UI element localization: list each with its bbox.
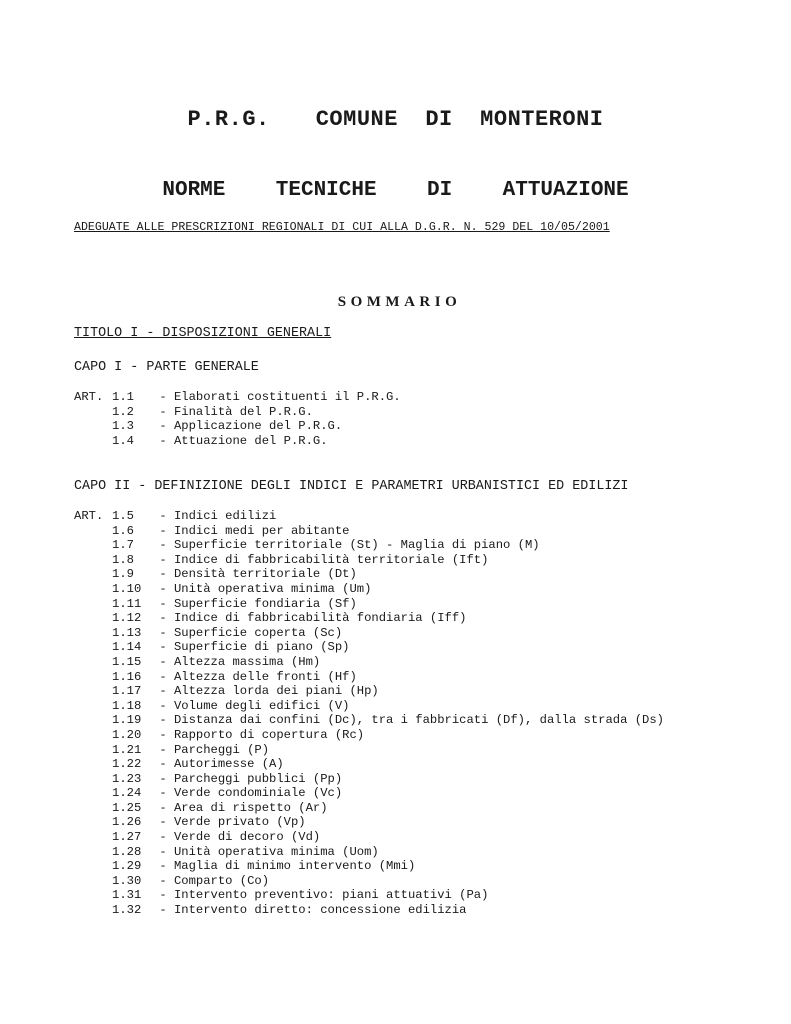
article-entry — [74, 815, 664, 830]
article-number: 1.32 — [112, 903, 142, 918]
article-title: - Parcheggi (P) — [152, 742, 270, 757]
article-number: 1.19 — [112, 713, 142, 728]
article-title: - Unità operativa minima (Um) — [152, 581, 372, 596]
article-number: 1.22 — [112, 757, 142, 772]
article-title: - Volume degli edifici (V) — [152, 698, 350, 713]
article-title: - Superficie coperta (Sc) — [152, 625, 343, 640]
article-entry — [74, 626, 664, 641]
article-number: 1.8 — [112, 552, 134, 567]
article-entry — [74, 640, 664, 655]
article-entry — [74, 713, 664, 728]
article-title: - Indici edilizi — [152, 509, 277, 523]
article-number: 1.24 — [112, 786, 142, 801]
article-number: 1.13 — [112, 625, 142, 640]
article-title: - Intervento preventivo: piani attuativi (Pa) — [152, 888, 489, 903]
article-entry — [74, 801, 664, 816]
article-title: - Altezza delle fronti (Hf) — [152, 669, 357, 684]
article-entry — [74, 670, 664, 685]
article-number: 1.28 — [112, 844, 142, 859]
article-title: - Indice di fabbricabilità fondiaria (Iff) — [152, 611, 467, 626]
article-title: - Elaborati costituenti il P.R.G. — [152, 390, 401, 404]
capo-2-heading: CAPO II - DEFINIZIONE DEGLI INDICI E PARAMETRI URBANISTICI ED EDILIZI — [74, 479, 629, 494]
article-title: - Unità operativa minima (Uom) — [152, 844, 379, 859]
article-title: - Indici medi per abitante — [152, 523, 350, 538]
article-title: - Superficie di piano (Sp) — [152, 640, 350, 655]
article-entry — [74, 567, 664, 582]
article-title: - Superficie fondiaria (Sf) — [152, 596, 357, 611]
regional-prescriptions-note: ADEGUATE ALLE PRESCRIZIONI REGIONALI DI CUI ALLA D.G.R. N. 529 DEL 10/05/2001 — [74, 221, 610, 234]
article-title: - Parcheggi pubblici (Pp) — [152, 771, 343, 786]
article-entry — [74, 728, 664, 743]
article-entry — [74, 390, 401, 405]
article-number: 1.1 — [112, 390, 134, 404]
article-title: - Superficie territoriale (St) - Maglia di piano (M) — [152, 538, 540, 553]
article-entry — [74, 419, 401, 434]
article-entry — [74, 786, 664, 801]
article-number: 1.9 — [112, 567, 134, 582]
article-number: 1.23 — [112, 771, 142, 786]
article-entry — [74, 743, 664, 758]
article-title: - Applicazione del P.R.G. — [152, 419, 343, 434]
article-entry — [74, 772, 664, 787]
article-entry — [74, 434, 401, 449]
article-title: - Attuazione del P.R.G. — [152, 433, 328, 448]
article-title: - Verde di decoro (Vd) — [152, 830, 321, 845]
article-number: 1.26 — [112, 815, 142, 830]
article-number: 1.2 — [112, 404, 134, 419]
article-title: - Altezza lorda dei piani (Hp) — [152, 684, 379, 699]
article-number: 1.3 — [112, 419, 134, 434]
article-number: 1.27 — [112, 830, 142, 845]
document-title — [0, 107, 791, 132]
article-title: - Finalità del P.R.G. — [152, 404, 313, 419]
article-number: 1.10 — [112, 581, 142, 596]
article-entry — [74, 611, 664, 626]
article-entry — [74, 405, 401, 420]
article-title: - Distanza dai confini (Dc), tra i fabbricati (Df), dalla strada (Ds) — [152, 713, 664, 728]
article-title: - Maglia di minimo intervento (Mmi) — [152, 859, 416, 874]
article-title: - Indice di fabbricabilità territoriale (Ift) — [152, 552, 489, 567]
article-number: 1.14 — [112, 640, 142, 655]
capo-1-heading: CAPO I - PARTE GENERALE — [74, 360, 259, 375]
article-number: 1.18 — [112, 698, 142, 713]
article-entry — [74, 830, 664, 845]
titolo-heading: TITOLO I - DISPOSIZIONI GENERALI — [74, 326, 332, 341]
article-entry — [74, 903, 664, 918]
article-prefix: ART. — [74, 390, 104, 404]
article-entry — [74, 524, 664, 539]
article-entry — [74, 509, 664, 524]
document-subtitle-heading: NORME TECNICHE DI ATTUAZIONE — [162, 179, 629, 202]
article-number: 1.20 — [112, 727, 142, 742]
article-number: 1.16 — [112, 669, 142, 684]
article-number: 1.4 — [112, 433, 134, 448]
article-title: - Area di rispetto (Ar) — [152, 800, 328, 815]
capo-2-article-list — [74, 509, 664, 918]
article-entry — [74, 845, 664, 860]
article-entry — [74, 684, 664, 699]
article-prefix: ART. — [74, 509, 104, 523]
article-title: - Rapporto di copertura (Rc) — [152, 727, 365, 742]
article-number: 1.6 — [112, 523, 134, 538]
article-number: 1.15 — [112, 654, 142, 669]
article-title: - Altezza massima (Hm) — [152, 654, 321, 669]
article-entry — [74, 582, 664, 597]
article-entry — [74, 874, 664, 889]
article-entry — [74, 859, 664, 874]
article-entry — [74, 597, 664, 612]
article-entry — [74, 888, 664, 903]
article-entry — [74, 538, 664, 553]
article-number: 1.25 — [112, 800, 142, 815]
article-number: 1.29 — [112, 859, 142, 874]
article-number: 1.7 — [112, 538, 134, 553]
article-number: 1.17 — [112, 684, 142, 699]
article-entry — [74, 757, 664, 772]
title-comune: COMUNE DI MONTERONI — [315, 107, 604, 132]
article-entry — [74, 699, 664, 714]
article-title: - Intervento diretto: concessione edilizia — [152, 903, 467, 918]
article-title: - Autorimesse (A) — [152, 757, 284, 772]
article-title: - Verde condominiale (Vc) — [152, 786, 343, 801]
article-number: 1.21 — [112, 742, 142, 757]
article-entry — [74, 553, 664, 568]
article-title: - Comparto (Co) — [152, 873, 270, 888]
article-number: 1.12 — [112, 611, 142, 626]
article-number: 1.5 — [112, 509, 134, 523]
capo-1-article-list — [74, 390, 401, 448]
title-prg: P.R.G. — [187, 107, 270, 132]
article-title: - Verde privato (Vp) — [152, 815, 306, 830]
article-number: 1.11 — [112, 596, 142, 611]
article-entry — [74, 655, 664, 670]
summary-heading: SOMMARIO — [337, 294, 462, 310]
article-number: 1.31 — [112, 888, 142, 903]
article-number: 1.30 — [112, 873, 142, 888]
article-title: - Densità territoriale (Dt) — [152, 567, 357, 582]
